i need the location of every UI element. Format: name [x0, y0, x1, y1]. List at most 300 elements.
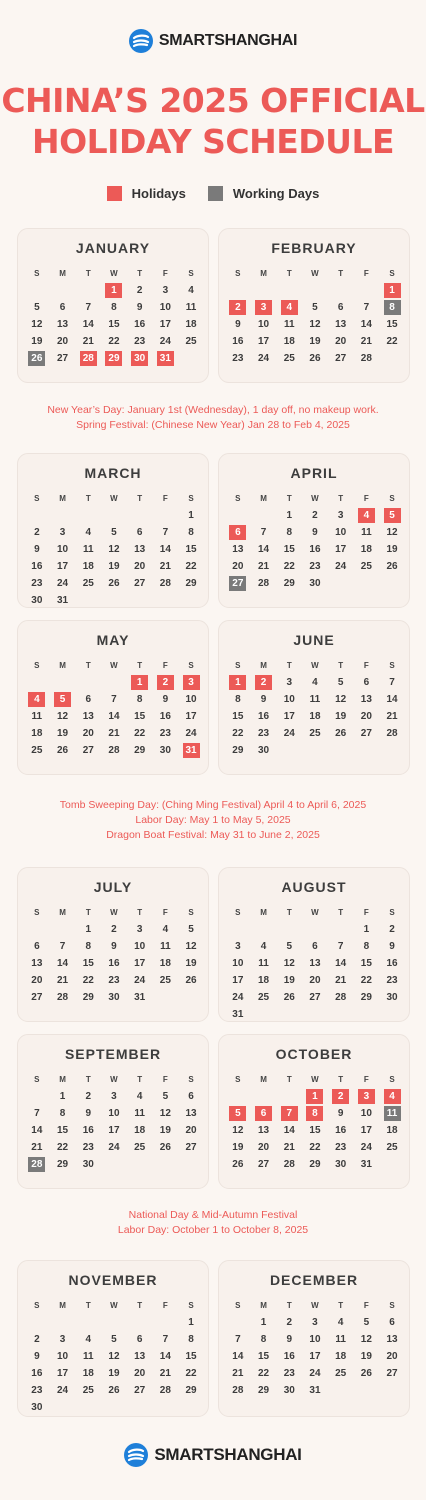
weekday-label: S: [235, 908, 241, 917]
day-cell: [354, 1365, 380, 1382]
day-cell: [379, 674, 405, 691]
day-number: 4: [28, 692, 45, 707]
day-number: 12: [309, 319, 321, 330]
day-cell: [101, 1139, 127, 1156]
day-cell: [225, 1331, 251, 1348]
weekday-label: S: [389, 494, 395, 503]
weekday-label: W: [110, 269, 118, 278]
day-number: 29: [283, 578, 295, 589]
day-number: 11: [361, 527, 372, 538]
holiday-day-cell: [251, 299, 277, 316]
holiday-day-cell: [50, 691, 76, 708]
weekday-label: S: [389, 661, 395, 670]
day-number: 8: [85, 941, 92, 952]
day-number: 11: [384, 1106, 401, 1121]
legend-working: [208, 186, 319, 201]
day-cell: [153, 575, 179, 592]
day-number: 4: [281, 300, 298, 315]
day-number: 21: [108, 728, 120, 739]
day-number: 11: [283, 319, 295, 330]
day-number: 16: [31, 561, 43, 572]
day-number: 9: [34, 1351, 40, 1362]
day-number: 29: [185, 1385, 197, 1396]
weekday-label: M: [59, 908, 66, 917]
day-cell: [75, 1331, 101, 1348]
day-number: 23: [31, 1385, 43, 1396]
day-number: 17: [108, 1125, 120, 1136]
day-cell: [354, 299, 380, 316]
weekday-label: S: [34, 908, 40, 917]
day-cell: [24, 592, 50, 609]
day-cell: [24, 1382, 50, 1399]
day-number: 1: [363, 924, 370, 935]
month-card-march: [17, 453, 209, 608]
day-number: 18: [159, 958, 171, 969]
day-cell: [101, 1348, 127, 1365]
day-cell: [328, 674, 354, 691]
day-number: 23: [82, 1142, 94, 1153]
day-cell: [127, 1365, 153, 1382]
legend-holidays-label: Holidays: [131, 186, 186, 201]
day-cell: [127, 1348, 153, 1365]
day-cell: [24, 1122, 50, 1139]
day-cell: [50, 708, 76, 725]
day-number: 19: [283, 975, 295, 986]
day-number: 15: [283, 544, 295, 555]
day-cell: [302, 575, 328, 592]
day-number: 7: [260, 527, 267, 538]
day-number: 11: [82, 544, 94, 555]
day-number: 12: [335, 694, 347, 705]
day-number: 18: [360, 544, 372, 555]
day-number: 8: [59, 1108, 66, 1119]
day-cell: [276, 938, 302, 955]
month-grid: [24, 1297, 204, 1416]
day-number: 12: [386, 527, 398, 538]
day-number: 24: [360, 1142, 372, 1153]
day-cell: [178, 1348, 204, 1365]
day-number: 8: [188, 527, 194, 538]
day-number: 5: [188, 924, 194, 935]
day-number: 11: [185, 302, 197, 313]
working-day-cell: [24, 1156, 50, 1173]
day-cell: [101, 691, 127, 708]
day-cell: [75, 1139, 101, 1156]
day-cell: [24, 1139, 50, 1156]
day-number: 3: [286, 677, 293, 688]
day-number: 20: [56, 336, 69, 347]
day-cell: [50, 1156, 76, 1173]
weekday-label: W: [311, 494, 319, 503]
day-cell: [127, 1331, 153, 1348]
day-number: 10: [108, 1108, 120, 1119]
day-number: 31: [56, 595, 69, 606]
day-number: 27: [134, 1385, 146, 1396]
day-number: 18: [82, 1368, 94, 1379]
empty-cell: [225, 1088, 251, 1105]
day-number: 2: [312, 510, 318, 521]
day-number: 28: [360, 353, 372, 364]
day-number: 29: [134, 745, 146, 756]
day-cell: [276, 507, 302, 524]
day-cell: [328, 541, 354, 558]
day-number: 25: [386, 1142, 398, 1153]
month-title: APRIL: [290, 465, 338, 481]
day-number: 5: [337, 677, 344, 688]
day-cell: [302, 524, 328, 541]
empty-cell: [75, 1314, 101, 1331]
weekday-label: W: [311, 1301, 319, 1310]
day-cell: [178, 708, 204, 725]
weekday-label: S: [389, 1075, 395, 1084]
day-number: 15: [309, 1125, 321, 1136]
day-number: 11: [31, 711, 43, 722]
day-cell: [302, 1382, 328, 1399]
day-cell: [101, 1365, 127, 1382]
day-number: 13: [134, 544, 146, 555]
day-number: 22: [386, 336, 398, 347]
day-number: 11: [82, 1351, 94, 1362]
day-cell: [127, 989, 153, 1006]
month-title: AUGUST: [281, 879, 347, 895]
month-grid: [24, 1071, 204, 1173]
day-cell: [302, 541, 328, 558]
day-number: 4: [260, 941, 267, 952]
day-number: 27: [134, 578, 146, 589]
day-number: 2: [157, 675, 174, 690]
month-grid: [225, 1297, 405, 1399]
day-cell: [328, 725, 354, 742]
day-number: 10: [56, 544, 69, 555]
day-number: 18: [386, 1125, 398, 1136]
day-cell: [276, 524, 302, 541]
weekday-label: S: [34, 494, 40, 503]
day-number: 12: [283, 958, 295, 969]
month-title: FEBRUARY: [271, 240, 357, 256]
day-cell: [225, 955, 251, 972]
day-cell: [276, 1122, 302, 1139]
holiday-day-cell: [101, 350, 127, 367]
day-cell: [101, 989, 127, 1006]
empty-cell: [225, 1314, 251, 1331]
day-cell: [101, 316, 127, 333]
day-number: 20: [386, 1351, 398, 1362]
day-cell: [24, 955, 50, 972]
day-cell: [24, 575, 50, 592]
day-cell: [178, 1365, 204, 1382]
day-cell: [328, 708, 354, 725]
day-cell: [251, 541, 277, 558]
day-number: 2: [34, 527, 40, 538]
day-cell: [75, 725, 101, 742]
day-number: 6: [136, 1334, 143, 1345]
day-number: 26: [360, 1368, 372, 1379]
day-number: 24: [134, 975, 146, 986]
day-cell: [50, 299, 76, 316]
day-number: 25: [185, 336, 197, 347]
month-card-april: [218, 453, 410, 608]
day-cell: [127, 1088, 153, 1105]
day-cell: [127, 282, 153, 299]
day-number: 30: [108, 992, 120, 1003]
day-cell: [354, 1105, 380, 1122]
day-cell: [251, 742, 277, 759]
page-title: [0, 80, 426, 162]
day-cell: [50, 575, 76, 592]
day-cell: [225, 1006, 251, 1023]
day-cell: [50, 541, 76, 558]
holiday-notes-1: [0, 403, 426, 433]
day-number: 31: [309, 1385, 321, 1396]
empty-cell: [276, 1088, 302, 1105]
day-cell: [153, 1122, 179, 1139]
weekday-label: M: [260, 269, 267, 278]
day-cell: [225, 938, 251, 955]
day-number: 27: [386, 1368, 398, 1379]
day-cell: [127, 299, 153, 316]
day-cell: [328, 972, 354, 989]
day-cell: [354, 955, 380, 972]
day-cell: [50, 989, 76, 1006]
day-number: 5: [34, 302, 40, 313]
day-number: 7: [363, 302, 370, 313]
weekday-label: S: [235, 269, 241, 278]
day-cell: [178, 541, 204, 558]
day-number: 20: [232, 561, 244, 572]
day-cell: [354, 674, 380, 691]
day-cell: [75, 921, 101, 938]
day-number: 10: [56, 1351, 69, 1362]
day-cell: [302, 708, 328, 725]
day-number: 21: [232, 1368, 244, 1379]
day-number: 30: [386, 992, 398, 1003]
day-cell: [50, 350, 76, 367]
day-cell: [178, 1331, 204, 1348]
holiday-day-cell: [379, 282, 405, 299]
day-cell: [379, 1314, 405, 1331]
legend-holidays-swatch: [107, 186, 122, 201]
note-line: Dragon Boat Festival: May 31 to June 2, 2025: [106, 829, 320, 841]
day-number: 10: [257, 319, 270, 330]
day-cell: [302, 1122, 328, 1139]
day-cell: [251, 1348, 277, 1365]
weekday-label: W: [311, 1075, 319, 1084]
day-cell: [225, 350, 251, 367]
day-number: 16: [159, 711, 171, 722]
day-number: 17: [309, 1351, 321, 1362]
day-cell: [127, 955, 153, 972]
day-number: 2: [332, 1089, 349, 1104]
day-cell: [354, 691, 380, 708]
note-line: Labor Day: October 1 to October 8, 2025: [117, 1224, 309, 1236]
day-number: 16: [257, 711, 270, 722]
day-cell: [75, 558, 101, 575]
day-cell: [379, 972, 405, 989]
working-day-cell: [379, 1105, 405, 1122]
day-cell: [50, 742, 76, 759]
holiday-day-cell: [225, 674, 251, 691]
day-cell: [225, 742, 251, 759]
day-cell: [251, 1156, 277, 1173]
month-title: OCTOBER: [275, 1046, 353, 1062]
day-number: 20: [360, 711, 372, 722]
day-number: 31: [360, 1159, 372, 1170]
day-cell: [153, 333, 179, 350]
weekday-label: S: [389, 908, 395, 917]
holiday-day-cell: [276, 299, 302, 316]
day-cell: [225, 558, 251, 575]
day-cell: [379, 558, 405, 575]
month-grid: [225, 1071, 405, 1173]
day-cell: [75, 333, 101, 350]
day-cell: [302, 333, 328, 350]
weekday-label: F: [162, 1301, 168, 1310]
day-cell: [153, 691, 179, 708]
day-number: 6: [229, 525, 246, 540]
month-card-november: [17, 1260, 209, 1417]
day-number: 15: [56, 1125, 69, 1136]
weekday-label: T: [137, 661, 143, 670]
day-number: 22: [108, 336, 120, 347]
day-number: 28: [257, 578, 270, 589]
day-number: 19: [108, 561, 120, 572]
day-cell: [379, 1365, 405, 1382]
day-number: 28: [80, 351, 97, 366]
day-cell: [101, 1382, 127, 1399]
day-number: 3: [59, 527, 66, 538]
day-number: 1: [85, 924, 92, 935]
day-cell: [328, 299, 354, 316]
weekday-label: W: [110, 494, 118, 503]
weekday-label: S: [235, 1301, 241, 1310]
day-number: 4: [136, 1091, 143, 1102]
day-number: 18: [31, 728, 43, 739]
day-cell: [101, 725, 127, 742]
day-number: 3: [59, 1334, 66, 1345]
day-number: 6: [337, 302, 344, 313]
month-grid: [24, 657, 204, 759]
day-number: 24: [335, 561, 347, 572]
day-cell: [178, 921, 204, 938]
smartshanghai-logo-icon: [124, 1443, 148, 1467]
day-number: 10: [309, 1334, 321, 1345]
day-cell: [328, 1365, 354, 1382]
day-cell: [302, 350, 328, 367]
day-number: 20: [134, 561, 146, 572]
day-cell: [379, 938, 405, 955]
day-cell: [379, 989, 405, 1006]
day-cell: [302, 558, 328, 575]
weekday-label: T: [137, 908, 143, 917]
day-cell: [251, 989, 277, 1006]
day-number: 26: [309, 353, 321, 364]
empty-cell: [276, 921, 302, 938]
day-cell: [127, 1105, 153, 1122]
day-number: 19: [232, 1142, 244, 1153]
day-cell: [153, 955, 179, 972]
empty-cell: [24, 507, 50, 524]
day-cell: [178, 507, 204, 524]
day-cell: [50, 955, 76, 972]
day-number: 27: [185, 1142, 197, 1153]
day-cell: [50, 1348, 76, 1365]
day-number: 29: [257, 1385, 270, 1396]
day-number: 11: [258, 958, 269, 969]
holiday-notes-2: [0, 798, 426, 843]
month-card-july: [17, 867, 209, 1022]
day-cell: [24, 989, 50, 1006]
day-cell: [354, 1348, 380, 1365]
month-card-may: [17, 620, 209, 775]
weekday-label: S: [188, 661, 194, 670]
day-number: 24: [159, 336, 171, 347]
weekday-label: M: [59, 1075, 66, 1084]
day-number: 6: [34, 941, 40, 952]
day-number: 1: [229, 675, 246, 690]
day-number: 1: [188, 1317, 194, 1328]
day-number: 1: [105, 283, 122, 298]
day-cell: [24, 972, 50, 989]
day-cell: [379, 691, 405, 708]
holiday-day-cell: [225, 524, 251, 541]
day-number: 26: [232, 1159, 244, 1170]
empty-cell: [101, 674, 127, 691]
day-number: 22: [232, 728, 244, 739]
day-cell: [127, 708, 153, 725]
day-number: 19: [108, 1368, 120, 1379]
day-cell: [75, 938, 101, 955]
day-number: 18: [185, 319, 197, 330]
title-line-2: HOLIDAY SCHEDULE: [31, 122, 395, 161]
month-title: DECEMBER: [269, 1272, 359, 1288]
day-cell: [251, 1139, 277, 1156]
weekday-label: T: [338, 908, 344, 917]
day-number: 24: [232, 992, 244, 1003]
day-number: 9: [85, 1108, 92, 1119]
weekday-label: T: [85, 1075, 91, 1084]
day-cell: [276, 1314, 302, 1331]
day-number: 29: [360, 992, 372, 1003]
day-number: 20: [134, 1368, 146, 1379]
day-number: 2: [34, 1334, 40, 1345]
day-cell: [251, 316, 277, 333]
day-cell: [75, 1156, 101, 1173]
weekday-label: T: [286, 661, 292, 670]
day-number: 18: [134, 1125, 146, 1136]
legend-working-label: Working Days: [232, 186, 320, 201]
day-number: 23: [257, 728, 270, 739]
day-cell: [379, 524, 405, 541]
day-number: 7: [111, 694, 117, 705]
weekday-label: T: [286, 494, 292, 503]
month-title: SEPTEMBER: [64, 1046, 162, 1062]
weekday-label: M: [260, 661, 267, 670]
day-cell: [328, 938, 354, 955]
day-number: 31: [134, 992, 146, 1003]
day-number: 7: [281, 1106, 298, 1121]
day-cell: [276, 316, 302, 333]
day-number: 8: [363, 941, 370, 952]
legend-working-swatch: [208, 186, 223, 201]
day-number: 14: [159, 544, 171, 555]
day-number: 23: [386, 975, 398, 986]
day-number: 4: [358, 508, 375, 523]
day-cell: [24, 1331, 50, 1348]
day-number: 23: [108, 975, 120, 986]
day-cell: [75, 1105, 101, 1122]
day-cell: [75, 575, 101, 592]
weekday-label: T: [85, 494, 91, 503]
